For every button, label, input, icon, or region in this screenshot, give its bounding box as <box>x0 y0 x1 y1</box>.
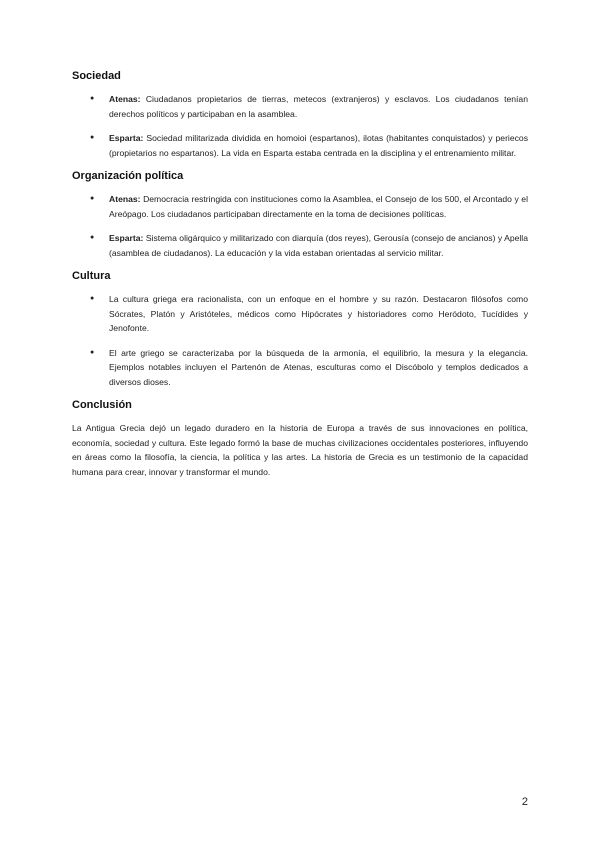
list-item <box>72 346 528 390</box>
term-label: Atenas: <box>109 94 141 104</box>
list-item <box>72 192 528 221</box>
list-item <box>72 131 528 160</box>
item-text: La cultura griega era racionalista, con un enfoque en el hombre y su razón. Destacaron filósofos como Sócrates, Platón y Aristóteles, médicos como Hipócrates y historiadores como Heródoto, Tucídides y Jenofonte. <box>109 294 528 333</box>
item-text: Sociedad militarizada dividida en homoioi (espartanos), ilotas (habitantes conquistados) y periecos (propietarios no espartanos). La vida en Esparta estaba centrada en la disciplina y el entrenamiento militar. <box>109 133 528 158</box>
item-text: El arte griego se caracterizaba por la búsqueda de la armonía, el equilibrio, la mesura y la elegancia. Ejemplos notables incluyen el Partenón de Atenas, esculturas como el Discóbolo y templos dedicados a diversos dioses. <box>109 347 528 387</box>
section-cultura <box>72 270 528 389</box>
term-label: Atenas: <box>109 194 141 204</box>
list-item <box>72 92 528 121</box>
section-heading: Conclusión <box>72 399 132 411</box>
item-text: Democracia restringida con instituciones como la Asamblea, el Consejo de los 500, el Arcontado y el Areópago. Los ciudadanos participaban directamente en la toma de decisiones políticas. <box>109 194 528 219</box>
bullet-list <box>72 192 528 260</box>
section-heading: Sociedad <box>72 70 121 82</box>
term-label: Esparta: <box>109 133 144 143</box>
section-sociedad <box>72 70 528 160</box>
conclusion-paragraph: La Antigua Grecia dejó un legado duradero en la historia de Europa a través de sus innovaciones en política, economía, sociedad y cultura. Este legado formó la base de muchas civilizaciones occidentales posteriores, influyendo en áreas como la filosofía, la ciencia, la política y las artes. La historia de Grecia es un testimonio de la capacidad humana para crear, innovar y transformar el mundo. <box>72 423 528 477</box>
bullet-list <box>72 92 528 160</box>
document-page <box>72 70 528 489</box>
item-text: Ciudadanos propietarios de tierras, metecos (extranjeros) y esclavos. Los ciudadanos tenían derechos políticos y participaban en la asamblea. <box>109 94 528 119</box>
bullet-list <box>72 292 528 389</box>
term-label: Esparta: <box>109 233 144 243</box>
section-organizacion-politica <box>72 170 528 260</box>
section-conclusion <box>72 399 528 479</box>
page-number: 2 <box>521 796 528 808</box>
section-heading: Cultura <box>72 270 111 282</box>
list-item <box>72 231 528 260</box>
item-text: Sistema oligárquico y militarizado con diarquía (dos reyes), Gerousía (consejo de ancianos) y Apella (asamblea de ciudadanos). La educación y la vida estaban orientadas al servicio militar. <box>109 233 528 258</box>
list-item <box>72 292 528 336</box>
section-heading: Organización política <box>72 170 184 182</box>
